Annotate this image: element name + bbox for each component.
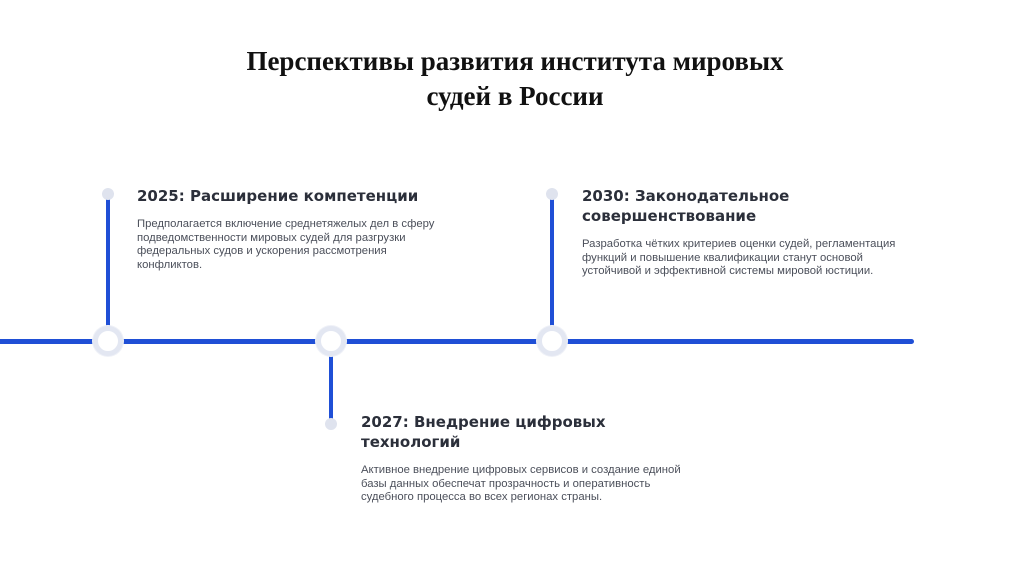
milestone-heading: 2025: Расширение компетенции [137,187,419,205]
slide-title [160,44,870,114]
stem-end-dot-2030 [546,188,558,200]
stem-2030 [550,196,554,341]
timeline-node-2030 [537,326,567,356]
milestone-text: Предполагается включение среднетяжелых дел в сферу подведомственности мировых судей для разгрузки федеральных судов и ускорения рассмотрения конфликтов. [137,218,435,271]
milestone-2027 [361,412,683,505]
timeline-node-2027 [316,326,346,356]
milestone-2025 [137,186,447,272]
milestone-heading: 2030: Законодательное совершенствование [582,187,790,225]
timeline-axis [0,339,914,344]
stem-end-dot-2027 [325,418,337,430]
title-line-1: Перспективы развития института мировых [246,46,784,76]
title-line-2: судей в России [426,81,604,111]
milestone-2030 [582,186,904,279]
milestone-text: Активное внедрение цифровых сервисов и создание единой базы данных обеспечат прозрачность и оперативность судебного процесса во всех регионах страны. [361,464,681,503]
timeline-node-2025 [93,326,123,356]
stem-end-dot-2025 [102,188,114,200]
stem-2025 [106,196,110,341]
milestone-heading: 2027: Внедрение цифровых технологий [361,413,606,451]
milestone-text: Разработка чётких критериев оценки судей, регламентация функций и повышение квалификации станут основой устойчивой и эффективной системы мировой юстиции. [582,238,896,277]
